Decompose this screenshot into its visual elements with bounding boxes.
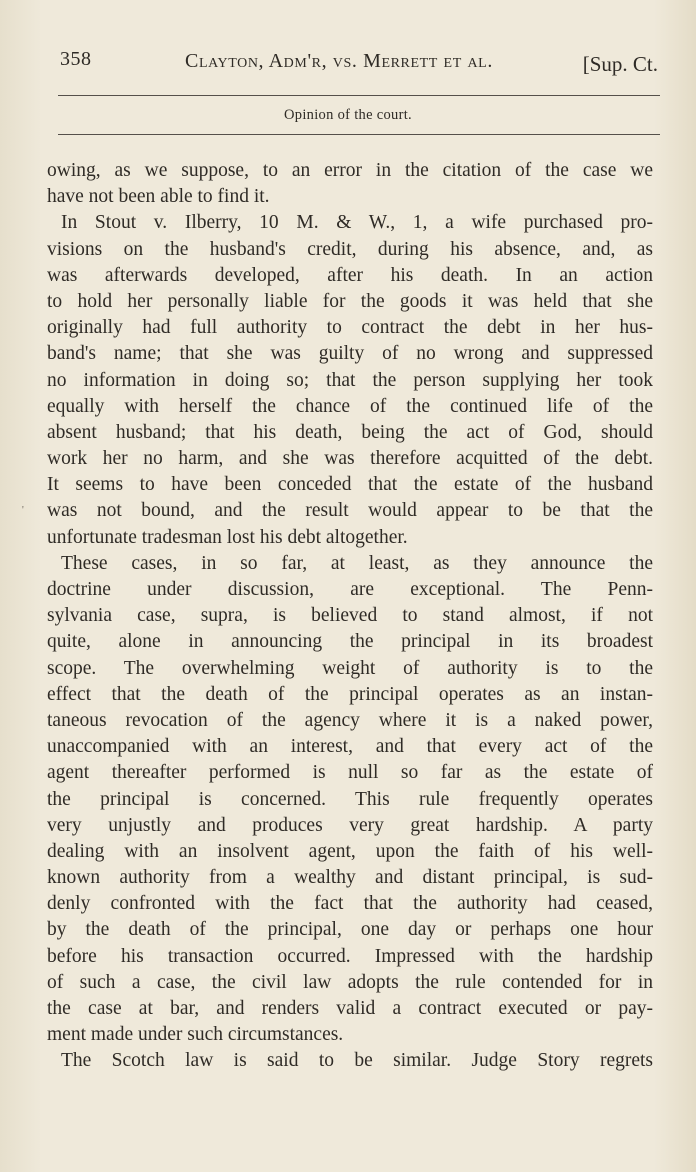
header-rule-bottom xyxy=(58,134,660,135)
text-line: the principal is concerned. This rule frequently operates xyxy=(47,788,653,810)
text-line: These cases, in so far, at least, as they announce the xyxy=(61,552,653,574)
text-line: It seems to have been conceded that the estate of the husband xyxy=(47,474,653,496)
text-line: work her no harm, and she was therefore acquitted of the debt. xyxy=(47,448,653,470)
text-line: owing, as we suppose, to an error in the citation of the case we xyxy=(47,160,653,181)
text-line: known authority from a wealthy and distant principal, is sud- xyxy=(47,867,653,889)
text-line: very unjustly and produces very great hardship. A party xyxy=(47,814,653,836)
text-line: to hold her personally liable for the goods it was held that she xyxy=(47,290,653,312)
text-line: was afterwards developed, after his death. In an action xyxy=(47,264,653,286)
page-header xyxy=(60,48,658,82)
text-line: taneous revocation of the agency where it is a naked power, xyxy=(47,709,653,731)
text-line: before his transaction occurred. Impressed with the hardship xyxy=(47,945,653,967)
text-line: was not bound, and the result would appear to be that the xyxy=(47,500,653,522)
court-label: [Sup. Ct. xyxy=(582,52,658,76)
text-line: scope. The overwhelming weight of authority is to the xyxy=(47,657,653,679)
text-line: unfortunate tradesman lost his debt altogether. xyxy=(47,526,408,548)
text-line: have not been able to find it. xyxy=(47,186,270,208)
text-line: no information in doing so; that the person supplying her took xyxy=(47,369,653,391)
text-line: of such a case, the civil law adopts the rule contended for in xyxy=(47,971,653,993)
margin-mark: ' xyxy=(22,505,24,516)
text-line: unaccompanied with an interest, and that every act of the xyxy=(47,736,653,758)
text-line: visions on the husband's credit, during his absence, and, as xyxy=(47,238,653,260)
text-line: The Scotch law is said to be similar. Judge Story regrets xyxy=(61,1050,653,1072)
text-line: dealing with an insolvent agent, upon the faith of his well- xyxy=(47,840,653,862)
text-line: absent husband; that his death, being the act of God, should xyxy=(47,421,653,443)
section-subhead: Opinion of the court. xyxy=(284,107,412,123)
text-line: quite, alone in announcing the principal in its broadest xyxy=(47,631,653,653)
text-line: equally with herself the chance of the continued life of the xyxy=(47,395,653,417)
text-line: agent thereafter performed is null so far as the estate of xyxy=(47,762,653,784)
header-rule-top xyxy=(58,95,660,96)
text-line: sylvania case, supra, is believed to stand almost, if not xyxy=(47,605,653,627)
text-line: In Stout v. Ilberry, 10 M. & W., 1, a wife purchased pro- xyxy=(61,212,653,234)
opinion-text xyxy=(47,158,653,1075)
page-number: 358 xyxy=(60,48,92,70)
text-line: effect that the death of the principal operates as an instan- xyxy=(47,683,653,705)
text-line: denly confronted with the fact that the authority had ceased, xyxy=(47,893,653,915)
text-line: by the death of the principal, one day or perhaps one hour xyxy=(47,919,653,941)
running-title: Clayton, Adm'r, vs. Merrett et al. xyxy=(185,50,493,72)
text-line: doctrine under discussion, are exceptional. The Penn- xyxy=(47,579,653,600)
text-line: ment made under such circumstances. xyxy=(47,1024,344,1046)
text-line: the case at bar, and renders valid a contract executed or pay- xyxy=(47,998,653,1019)
text-line: originally had full authority to contract the debt in her hus- xyxy=(47,317,653,339)
text-line: band's name; that she was guilty of no wrong and suppressed xyxy=(47,343,653,365)
